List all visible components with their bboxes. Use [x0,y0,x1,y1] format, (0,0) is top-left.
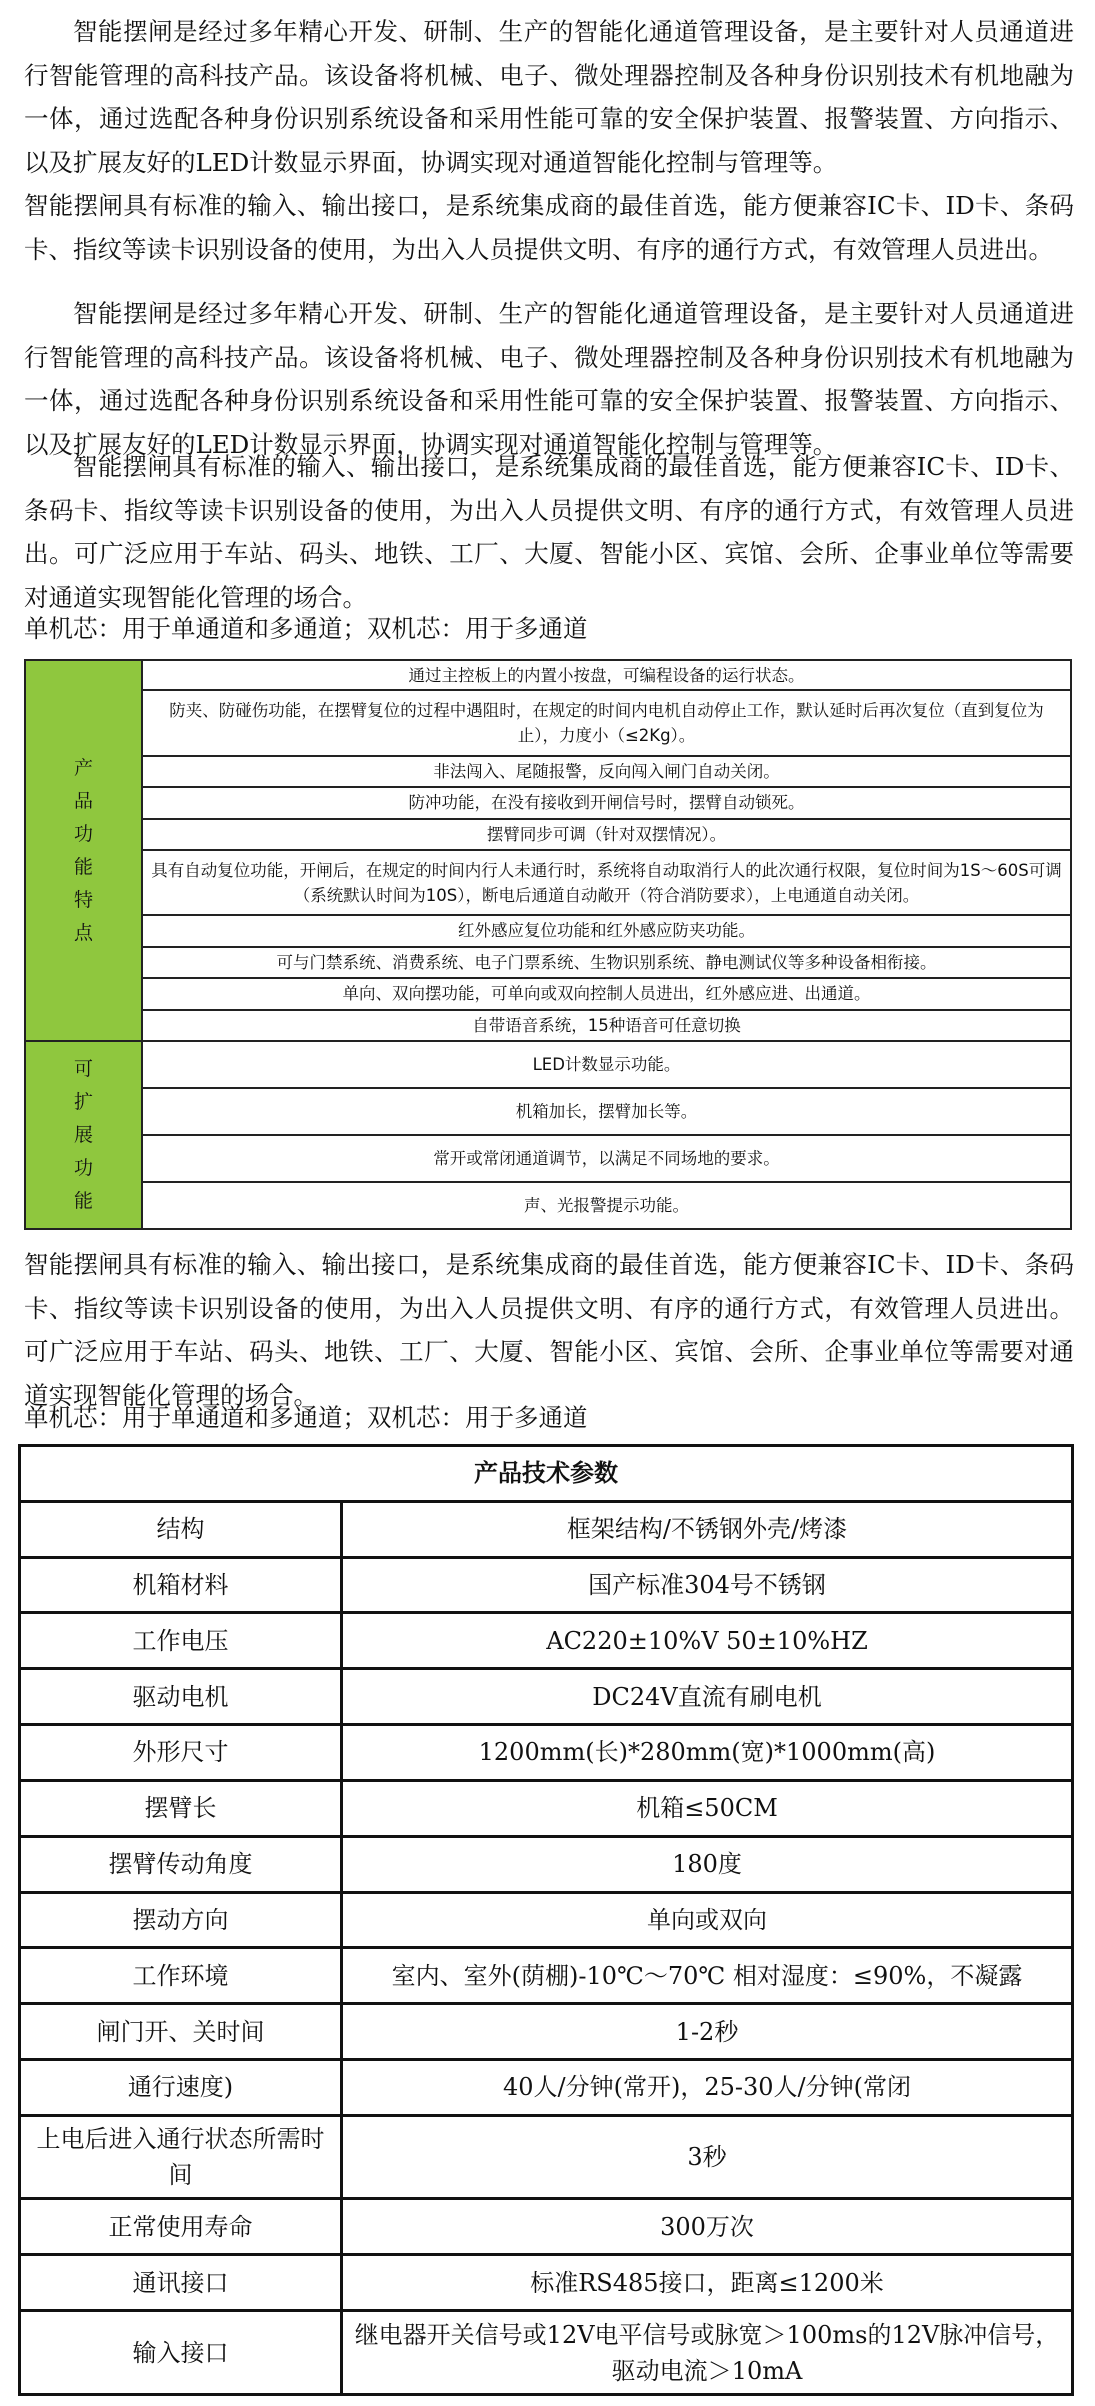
cores-note-1: 单机芯：用于单通道和多通道；双机芯：用于多通道 [24,614,588,643]
spec-value: 1200mm(长)*280mm(宽)*1000mm(高) [342,1725,1073,1781]
feature-row [25,915,1071,946]
spec-key: 机箱材料 [20,1557,342,1613]
spec-row [20,2255,1073,2311]
feature-row [25,947,1071,978]
extension-text: 机箱加长，摆臂加长等。 [142,1088,1071,1135]
spec-key: 结构 [20,1501,342,1557]
extension-text: 声、光报警提示功能。 [142,1182,1071,1229]
mid-paragraph: 智能摆闸具有标准的输入、输出接口，是系统集成商的最佳首选，能方便兼容IC卡、ID卡、条码卡、指纹等读卡识别设备的使用，为出入人员提供文明、有序的通行方式，有效管理人员进出。可广泛应用于车站、码头、地铁、工厂、大厦、智能小区、宾馆、会所、企事业单位等需要对通道实现智能化管理的场合。 [24,1250,1074,1410]
feature-table [24,659,1072,1230]
spec-value: 300万次 [342,2199,1073,2255]
spec-value: 标准RS485接口，距离≤1200米 [342,2255,1073,2311]
category-product-features-char: 品 [73,789,93,812]
category-product-features-char: 点 [73,921,93,944]
spec-key: 通讯接口 [20,2255,342,2311]
spec-title: 产品技术参数 [20,1446,1073,1502]
feature-text: 单向、双向摆功能，可单向或双向控制人员进出，红外感应进、出通道。 [142,978,1071,1009]
spec-key: 工作环境 [20,1948,342,2004]
spec-key: 闸门开、关时间 [20,2004,342,2060]
extension-row [25,1135,1071,1182]
spec-key: 驱动电机 [20,1669,342,1725]
spec-row [20,1780,1073,1836]
spec-key: 摆臂长 [20,1780,342,1836]
feature-text: 防夹、防碰伤功能，在摆臂复位的过程中遇阻时，在规定的时间内电机自动停止工作，默认延时后再次复位（直到复位为止），力度小（≤2Kg）。 [142,690,1071,755]
feature-text: 非法闯入、尾随报警，反向闯入闸门自动关闭。 [142,756,1071,787]
category-product-features-char: 能 [73,855,93,878]
spec-header-row [20,1446,1073,1502]
feature-text: 通过主控板上的内置小按盘，可编程设备的运行状态。 [142,660,1071,690]
spec-row [20,2199,1073,2255]
spec-value: 国产标准304号不锈钢 [342,1557,1073,1613]
spec-value: 40人/分钟(常开)，25-30人/分钟(常闭 [342,2059,1073,2115]
extension-row [25,1182,1071,1229]
spec-value: DC24V直流有刷电机 [342,1669,1073,1725]
spec-key: 输入接口 [20,2311,342,2395]
spec-value: AC220±10%V 50±10%HZ [342,1613,1073,1669]
spec-row [20,2311,1073,2395]
spec-key: 通行速度) [20,2059,342,2115]
spec-key: 外形尺寸 [20,1725,342,1781]
spec-row [20,2059,1073,2115]
feature-text: 具有自动复位功能，开闸后，在规定的时间内行人未通行时，系统将自动取消行人的此次通行权限，复位时间为1S～60S可调（系统默认时间为10S），断电后通道自动敞开（符合消防要求），上电通道自动关闭。 [142,850,1071,915]
category-extension-features [25,1041,142,1229]
extension-text: 常开或常闭通道调节，以满足不同场地的要求。 [142,1135,1071,1182]
feature-text: 自带语音系统，15种语音可任意切换 [142,1010,1071,1041]
cores-note-2: 单机芯：用于单通道和多通道；双机芯：用于多通道 [24,1403,588,1432]
category-extension-features-char: 扩 [73,1090,93,1113]
spec-row [20,1948,1073,2004]
feature-row [25,690,1071,755]
category-product-features [25,660,142,1041]
spec-value: 单向或双向 [342,1892,1073,1948]
spec-value: 180度 [342,1836,1073,1892]
extension-row [25,1088,1071,1135]
spec-row [20,1669,1073,1725]
feature-text: 防冲功能，在没有接收到开闸信号时，摆臂自动锁死。 [142,787,1071,818]
feature-text: 红外感应复位功能和红外感应防夹功能。 [142,915,1071,946]
category-product-features-char: 功 [73,822,93,845]
spec-row [20,1501,1073,1557]
spec-key: 摆动方向 [20,1892,342,1948]
spec-value: 1-2秒 [342,2004,1073,2060]
feature-row [25,850,1071,915]
category-product-features-char: 产 [73,756,93,779]
feature-row [25,1010,1071,1041]
spec-value: 室内、室外(荫棚)-10℃～70℃ 相对湿度：≤90%，不凝露 [342,1948,1073,2004]
feature-row [25,660,1071,690]
spec-row [20,1725,1073,1781]
spec-value: 3秒 [342,2115,1073,2199]
intro-paragraph-1: 智能摆闸是经过多年精心开发、研制、生产的智能化通道管理设备，是主要针对人员通道进行智能管理的高科技产品。该设备将机械、电子、微处理器控制及各种身份识别技术有机地融为一体，通过选配各种身份识别系统设备和采用性能可靠的安全保护装置、报警装置、方向指示、以及扩展友好的LED计数显示界面，协调实现对通道智能化控制与管理等。 [24,17,1074,177]
feature-text: 摆臂同步可调（针对双摆情况）。 [142,819,1071,850]
extension-text: LED计数显示功能。 [142,1041,1071,1088]
spec-key: 正常使用寿命 [20,2199,342,2255]
intro-paragraph-3: 智能摆闸是经过多年精心开发、研制、生产的智能化通道管理设备，是主要针对人员通道进行智能管理的高科技产品。该设备将机械、电子、微处理器控制及各种身份识别技术有机地融为一体，通过选配各种身份识别系统设备和采用性能可靠的安全保护装置、报警装置、方向指示、以及扩展友好的LED计数显示界面，协调实现对通道智能化控制与管理等。 [24,299,1074,459]
spec-row [20,1836,1073,1892]
spec-row [20,1892,1073,1948]
category-extension-features-char: 功 [73,1156,93,1179]
intro-paragraph-4: 智能摆闸具有标准的输入、输出接口，是系统集成商的最佳首选，能方便兼容IC卡、ID卡、条码卡、指纹等读卡识别设备的使用，为出入人员提供文明、有序的通行方式，有效管理人员进出。可广泛应用于车站、码头、地铁、工厂、大厦、智能小区、宾馆、会所、企事业单位等需要对通道实现智能化管理的场合。 [24,452,1074,612]
spec-row [20,1557,1073,1613]
extension-row [25,1041,1071,1088]
spec-row [20,2115,1073,2199]
category-extension-features-char: 可 [73,1057,93,1080]
feature-text: 可与门禁系统、消费系统、电子门票系统、生物识别系统、静电测试仪等多种设备相衔接。 [142,947,1071,978]
feature-row [25,978,1071,1009]
category-extension-features-char: 展 [73,1123,93,1146]
spec-table [18,1444,1074,2396]
intro-paragraph-2: 智能摆闸具有标准的输入、输出接口，是系统集成商的最佳首选，能方便兼容IC卡、ID卡、条码卡、指纹等读卡识别设备的使用，为出入人员提供文明、有序的通行方式，有效管理人员进出。 [24,191,1074,264]
feature-row [25,787,1071,818]
spec-key: 摆臂传动角度 [20,1836,342,1892]
spec-row [20,2004,1073,2060]
spec-key: 上电后进入通行状态所需时间 [20,2115,342,2199]
category-product-features-char: 特 [73,888,93,911]
spec-value: 机箱≤50CM [342,1780,1073,1836]
feature-row [25,819,1071,850]
category-extension-features-char: 能 [73,1189,93,1212]
spec-value: 继电器开关信号或12V电平信号或脉宽＞100ms的12V脉冲信号，驱动电流＞10mA [342,2311,1073,2395]
feature-row [25,756,1071,787]
spec-value: 框架结构/不锈钢外壳/烤漆 [342,1501,1073,1557]
spec-key: 工作电压 [20,1613,342,1669]
spec-row [20,1613,1073,1669]
